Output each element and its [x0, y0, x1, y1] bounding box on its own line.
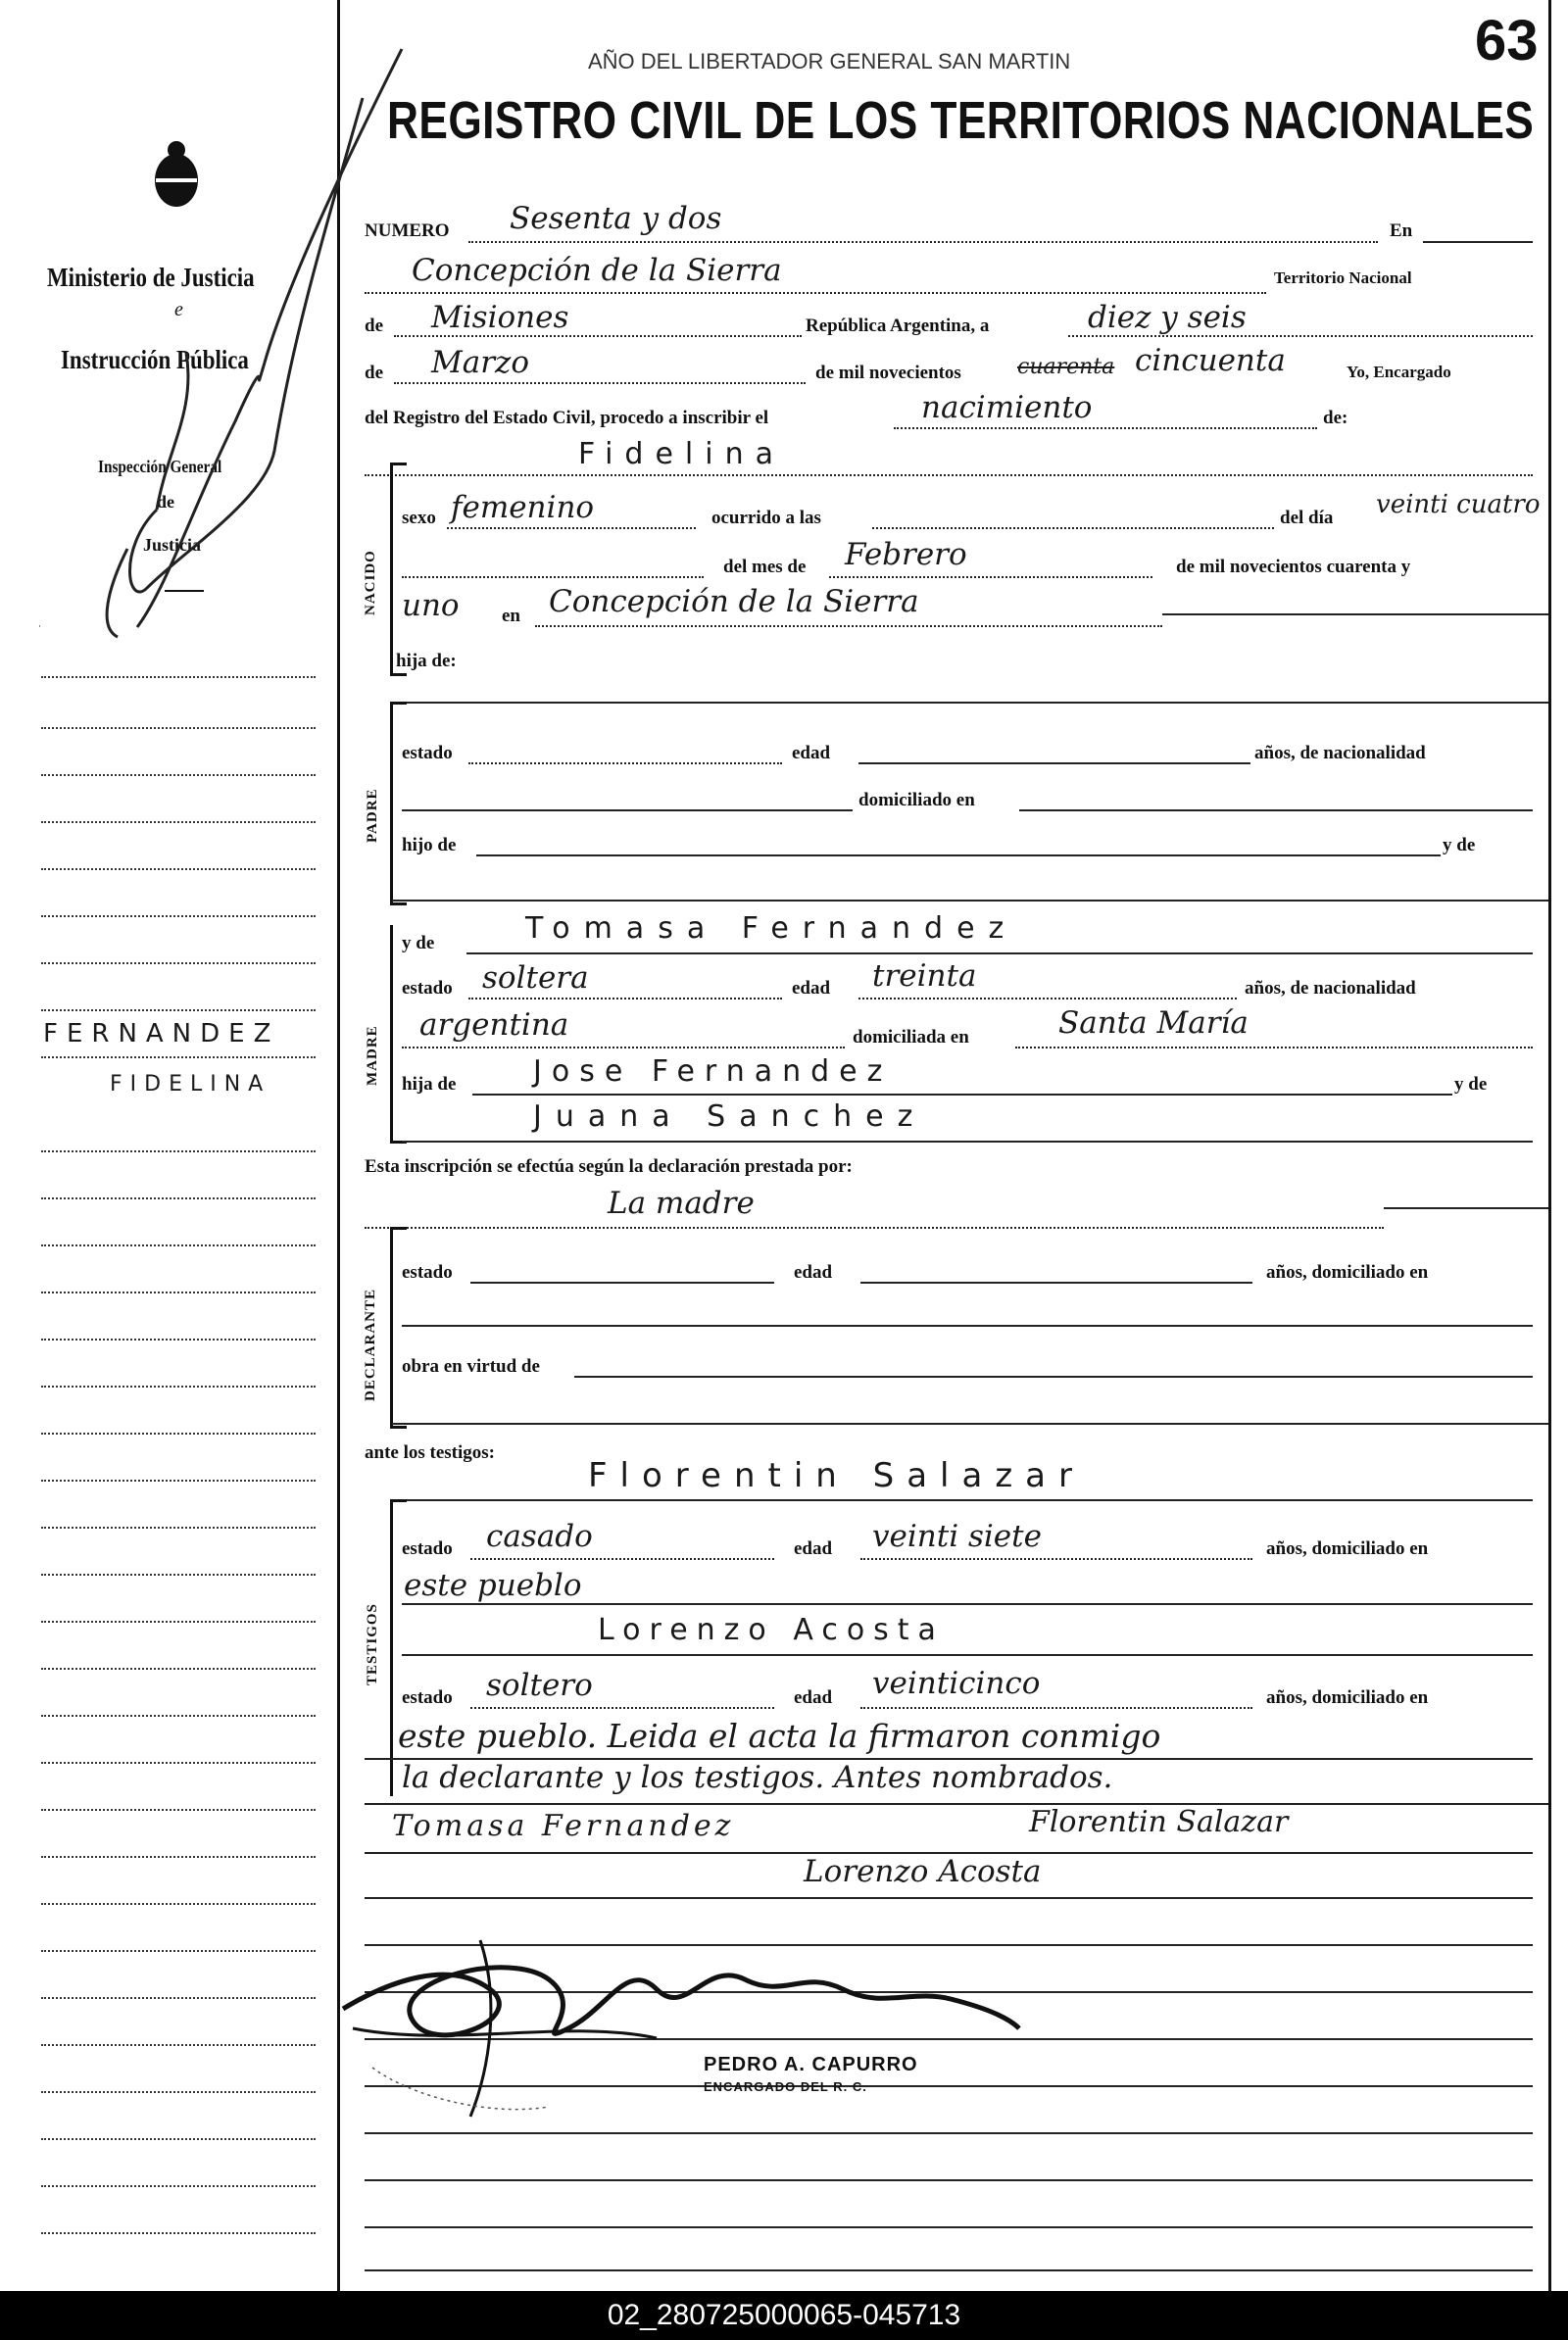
territorio-label: Territorio Nacional [1274, 268, 1412, 287]
act-type: nacimiento [921, 390, 1093, 425]
signature-witness2: Lorenzo Acosta [804, 1854, 1042, 1889]
witness1-edad: veinti siete [872, 1519, 1042, 1554]
margin-divider-right [1548, 0, 1551, 2291]
registrar-signature [333, 1921, 1039, 2136]
year-value: cincuenta [1135, 343, 1286, 378]
inspection-line3: Justicia [143, 535, 202, 555]
padre-hijo-label: hijo de [402, 835, 457, 855]
declarante-estado-label: estado [402, 1262, 453, 1283]
padre-anos-label: años, de nacionalidad [1254, 743, 1426, 763]
closing-line2: la declarante y los testigos. Antes nombrados. [402, 1760, 1113, 1795]
padre-bracket [390, 702, 407, 905]
document-code: 02_280725000065-045713 [607, 2299, 961, 2331]
madre-domiciliada-label: domiciliada en [853, 1027, 969, 1048]
del-dia-label: del día [1280, 508, 1334, 528]
madre-yde-label: y de [402, 933, 435, 953]
stamp-name: PEDRO A. CAPURRO [704, 2054, 918, 2075]
de-label: de [365, 316, 383, 336]
nacido-section-label: NACIDO [363, 550, 378, 615]
madre-anos-label: años, de nacionalidad [1245, 978, 1416, 999]
padre-yde-label: y de [1443, 835, 1476, 855]
nacido-year-label: de mil novecientos cuarenta y [1176, 557, 1411, 577]
year-struck: cuarenta [1017, 355, 1115, 379]
declarante-edad-label: edad [794, 1262, 833, 1283]
closing-line1: este pueblo. Leida el acta la firmaron conmigo [398, 1717, 1161, 1755]
nacido-day-value: veinti cuatro [1376, 490, 1541, 519]
year-label: de mil novecientos [815, 363, 961, 383]
madre-hija-label: hija de [402, 1074, 457, 1095]
madre-estado-value: soltera [482, 960, 589, 996]
madre-estado-label: estado [402, 978, 453, 999]
nacido-name: Fidelina [578, 437, 785, 471]
place-value: Concepción de la Sierra [412, 253, 782, 288]
witness1-domicilio: este pueblo [404, 1568, 582, 1603]
margin-surname-note: FERNANDEZ [43, 1019, 280, 1048]
padre-estado-label: estado [402, 743, 453, 763]
madre-father-name: Jose Fernandez [533, 1054, 893, 1089]
witness2-estado: soltero [486, 1668, 593, 1703]
madre-bracket [390, 925, 407, 1144]
witness2-edad: veinticinco [872, 1666, 1041, 1701]
inspection-line2: de [157, 492, 174, 512]
margin-given-name-note: FIDELINA [110, 1072, 271, 1097]
page-number: 63 [1475, 9, 1539, 73]
nacido-bracket [390, 463, 407, 676]
madre-edad-label: edad [792, 978, 831, 999]
testigos-section-label: TESTIGOS [365, 1603, 380, 1685]
madre-domicilio-value: Santa María [1058, 1005, 1249, 1041]
ministry-line3: Instrucción Pública [61, 345, 249, 374]
inspection-line1: Inspección General [98, 457, 222, 476]
numero-value: Sesenta y dos [510, 201, 722, 236]
witness1-estado-label: estado [402, 1538, 453, 1559]
witness2-anos-label: años, domiciliado en [1266, 1687, 1429, 1708]
witness2-estado-label: estado [402, 1687, 453, 1708]
ministry-line2: e [174, 299, 183, 320]
testigos-intro-label: ante los testigos: [365, 1442, 495, 1463]
madre-name: Tomasa Fernandez [525, 911, 1018, 946]
registro-label: del Registro del Estado Civil, procedo a inscribir el [365, 408, 769, 428]
witness1-anos-label: años, domiciliado en [1266, 1538, 1429, 1559]
witness2-name: Lorenzo Acosta [598, 1613, 945, 1647]
hija-label: hija de: [396, 651, 457, 671]
padre-section-label: PADRE [365, 788, 380, 843]
nacido-en-label: en [502, 606, 520, 626]
declarante-section-label: DECLARANTE [363, 1288, 378, 1401]
nacido-month-value: Febrero [845, 537, 967, 572]
madre-section-label: MADRE [365, 1025, 380, 1086]
sexo-value: femenino [451, 490, 595, 525]
republica-label: República Argentina, a [806, 316, 990, 336]
ministry-line1: Ministerio de Justicia [47, 263, 255, 292]
padre-domiciliado-label: domiciliado en [858, 790, 975, 810]
de-label-2: de [365, 363, 383, 383]
declaracion-text: Esta inscripción se efectúa según la declaración prestada por: [365, 1156, 853, 1177]
day-value: diez y seis [1088, 300, 1247, 335]
declarante-bracket [390, 1227, 407, 1429]
year-motto: AÑO DEL LIBERTADOR GENERAL SAN MARTIN [588, 49, 1071, 73]
witness2-edad-label: edad [794, 1687, 833, 1708]
ocurrido-label: ocurrido a las [711, 508, 821, 528]
en-label: En [1390, 220, 1413, 241]
nacido-place-value: Concepción de la Sierra [549, 584, 919, 619]
stamp-role: ENCARGADO DEL R. C. [704, 2079, 867, 2094]
page-title: REGISTRO CIVIL DE LOS TERRITORIOS NACIONALES [387, 91, 1535, 150]
madre-edad-value: treinta [872, 958, 977, 994]
declaracion-value: La madre [608, 1186, 755, 1221]
madre-nacionalidad-value: argentina [419, 1007, 569, 1043]
nacido-year-value: uno [402, 588, 460, 623]
sexo-label: sexo [402, 508, 436, 528]
del-mes-label: del mes de [723, 557, 807, 577]
madre-yde-label-2: y de [1454, 1074, 1488, 1095]
signature-witness1: Florentin Salazar [1029, 1805, 1289, 1839]
witness1-name: Florentin Salazar [588, 1456, 1085, 1495]
document-code-bar [0, 2291, 1568, 2340]
witness1-edad-label: edad [794, 1538, 833, 1559]
declarante-anos-label: años, domiciliado en [1266, 1262, 1429, 1283]
signature-mother: Tomasa Fernandez [392, 1809, 735, 1843]
declarante-obra-label: obra en virtud de [402, 1356, 540, 1377]
witness1-estado: casado [486, 1519, 593, 1554]
month-value: Marzo [431, 345, 530, 380]
padre-edad-label: edad [792, 743, 831, 763]
yo-label: Yo, Encargado [1347, 363, 1451, 381]
territory-value: Misiones [431, 300, 569, 335]
de-colon: de: [1323, 408, 1348, 428]
madre-mother-name: Juana Sanchez [533, 1099, 927, 1134]
numero-label: NUMERO [365, 220, 450, 241]
